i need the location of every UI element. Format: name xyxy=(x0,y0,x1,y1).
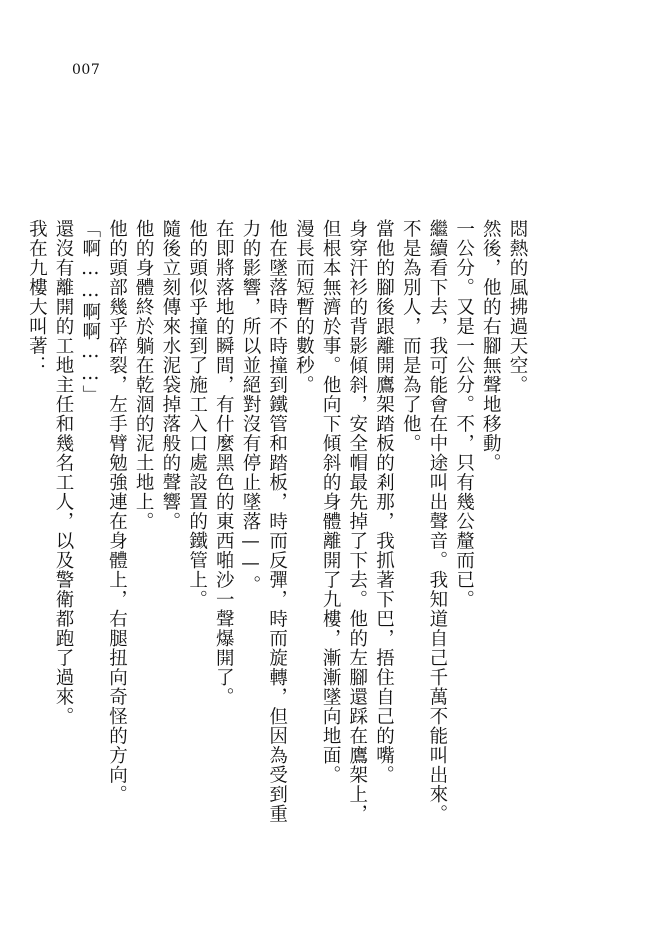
dialogue-paragraph: 「啊……啊啊……」 xyxy=(79,218,101,404)
paragraph: 他在墜落時不時撞到鐵管和踏板，時而反彈，時而旋轉，但因為受到重力的影響，所以並絕對沒有停止墜落——。 xyxy=(239,218,288,823)
paragraph: 繼續看下去，我可能會在中途叫出聲音。我知道自己千萬不能叫出來。不是為別人，而是為了他。 xyxy=(400,218,448,823)
paragraph: 當他的腳後跟離開鷹架踏板的剎那，我抓著下巴，捂住自己的嘴。 xyxy=(373,218,395,784)
paragraph: 身穿汗衫的背影傾斜，安全帽最先掉了下去。他的左腳還踩在鷹架上，但根本無濟於事。他向下傾斜的身體離開了九樓，漸漸墜向地面。 xyxy=(320,218,368,823)
paragraph: 還沒有離開的工地主任和幾名工人，以及警衛都跑了過來。 xyxy=(53,218,75,726)
paragraph: 他的頭部幾乎碎裂，左手臂勉強連在身體上，右腿扭向奇怪的方向。 xyxy=(106,218,128,804)
paragraph: 在即將落地的瞬間，有什麼黑色的東西啪沙一聲爆開了。 xyxy=(213,218,235,706)
paragraph: 隨後立刻傳來水泥袋掉落般的聲響。 xyxy=(159,218,181,531)
vertical-body-text xyxy=(26,200,530,840)
paragraph: 他的身體終於躺在乾涸的泥土地上。 xyxy=(133,218,155,531)
paragraph: 一公分。又是一公分。不，只有幾公釐而已。 xyxy=(453,218,475,609)
paragraph: 悶熱的風拂過天空。 xyxy=(507,218,528,394)
paragraph: 他的頭似乎撞到了施工入口處設置的鐵管上。 xyxy=(186,218,208,609)
paragraph: 我在九樓大叫著： xyxy=(26,218,48,375)
paragraph: 漫長而短暫的數秒。 xyxy=(293,218,315,394)
paragraph: 然後，他的右腳無聲地移動。 xyxy=(480,218,502,472)
page-number: 007 xyxy=(72,62,101,78)
